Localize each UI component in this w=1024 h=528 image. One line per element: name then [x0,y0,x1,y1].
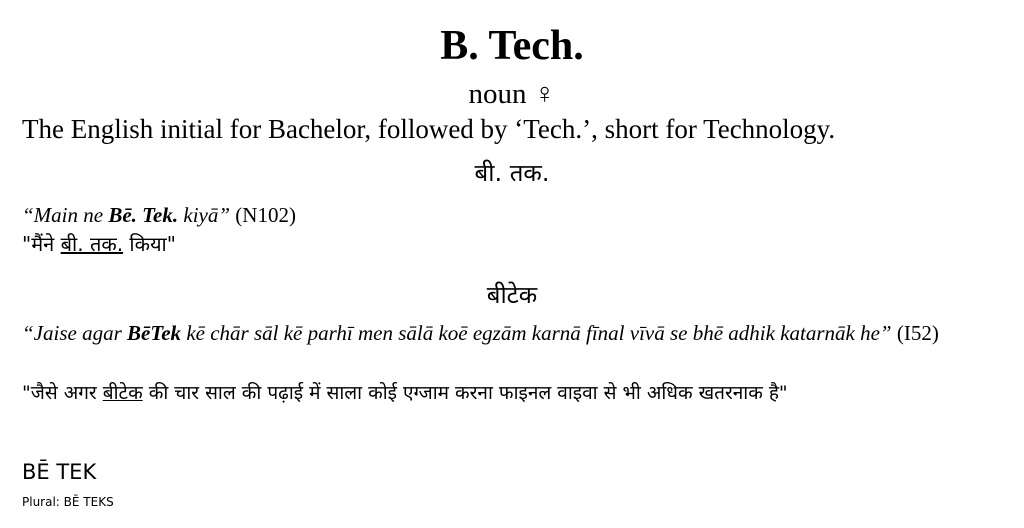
quote1-citation: (N102) [230,203,296,227]
plural-form: Plural: BĒ TEKS [22,495,114,509]
example-quote-2 [22,320,1004,346]
definition: The English initial for Bachelor, followed by ‘Tech.’, short for Technology. [22,114,836,144]
hindi-form-1: बी. तक. [474,159,550,187]
hindi-quote-2 [22,378,1012,408]
quote2-rest: kē chār sāl kē parhī men sālā koē egzām karnā fīnal vīvā se bhē adhik katarnāk he” [181,321,892,345]
hindi-form-2: बीटेक [486,281,538,309]
hindi-quote1-after: किया" [123,232,176,256]
headword: B. Tech. [440,23,584,69]
hindi-quote2-after: की चार साल की पढ़ाई में साला कोई एग्जाम करना फाइनल वाइवा से भी अधिक खतरनाक है" [142,382,788,404]
transliteration: BĒ TEK [22,460,97,484]
quote2-headword: BēTek [127,321,182,345]
hindi-quote1-underlined: बी. तक. [60,232,124,256]
hindi-quote-1 [22,230,176,258]
quote1-open: “Main ne [22,203,109,227]
example-quote-1 [22,202,296,228]
hindi-quote2-before: "जैसे अगर [22,382,103,404]
part-of-speech: noun ♀ [468,78,556,110]
quote1-rest: kiyā” [178,203,231,227]
quote1-headword: Bē. Tek. [108,203,179,227]
quote2-open: “Jaise agar [22,321,127,345]
hindi-quote2-underlined: बीटेक [102,382,143,404]
hindi-quote1-before: "मैंने [22,232,61,256]
quote2-citation: (I52) [891,321,939,345]
